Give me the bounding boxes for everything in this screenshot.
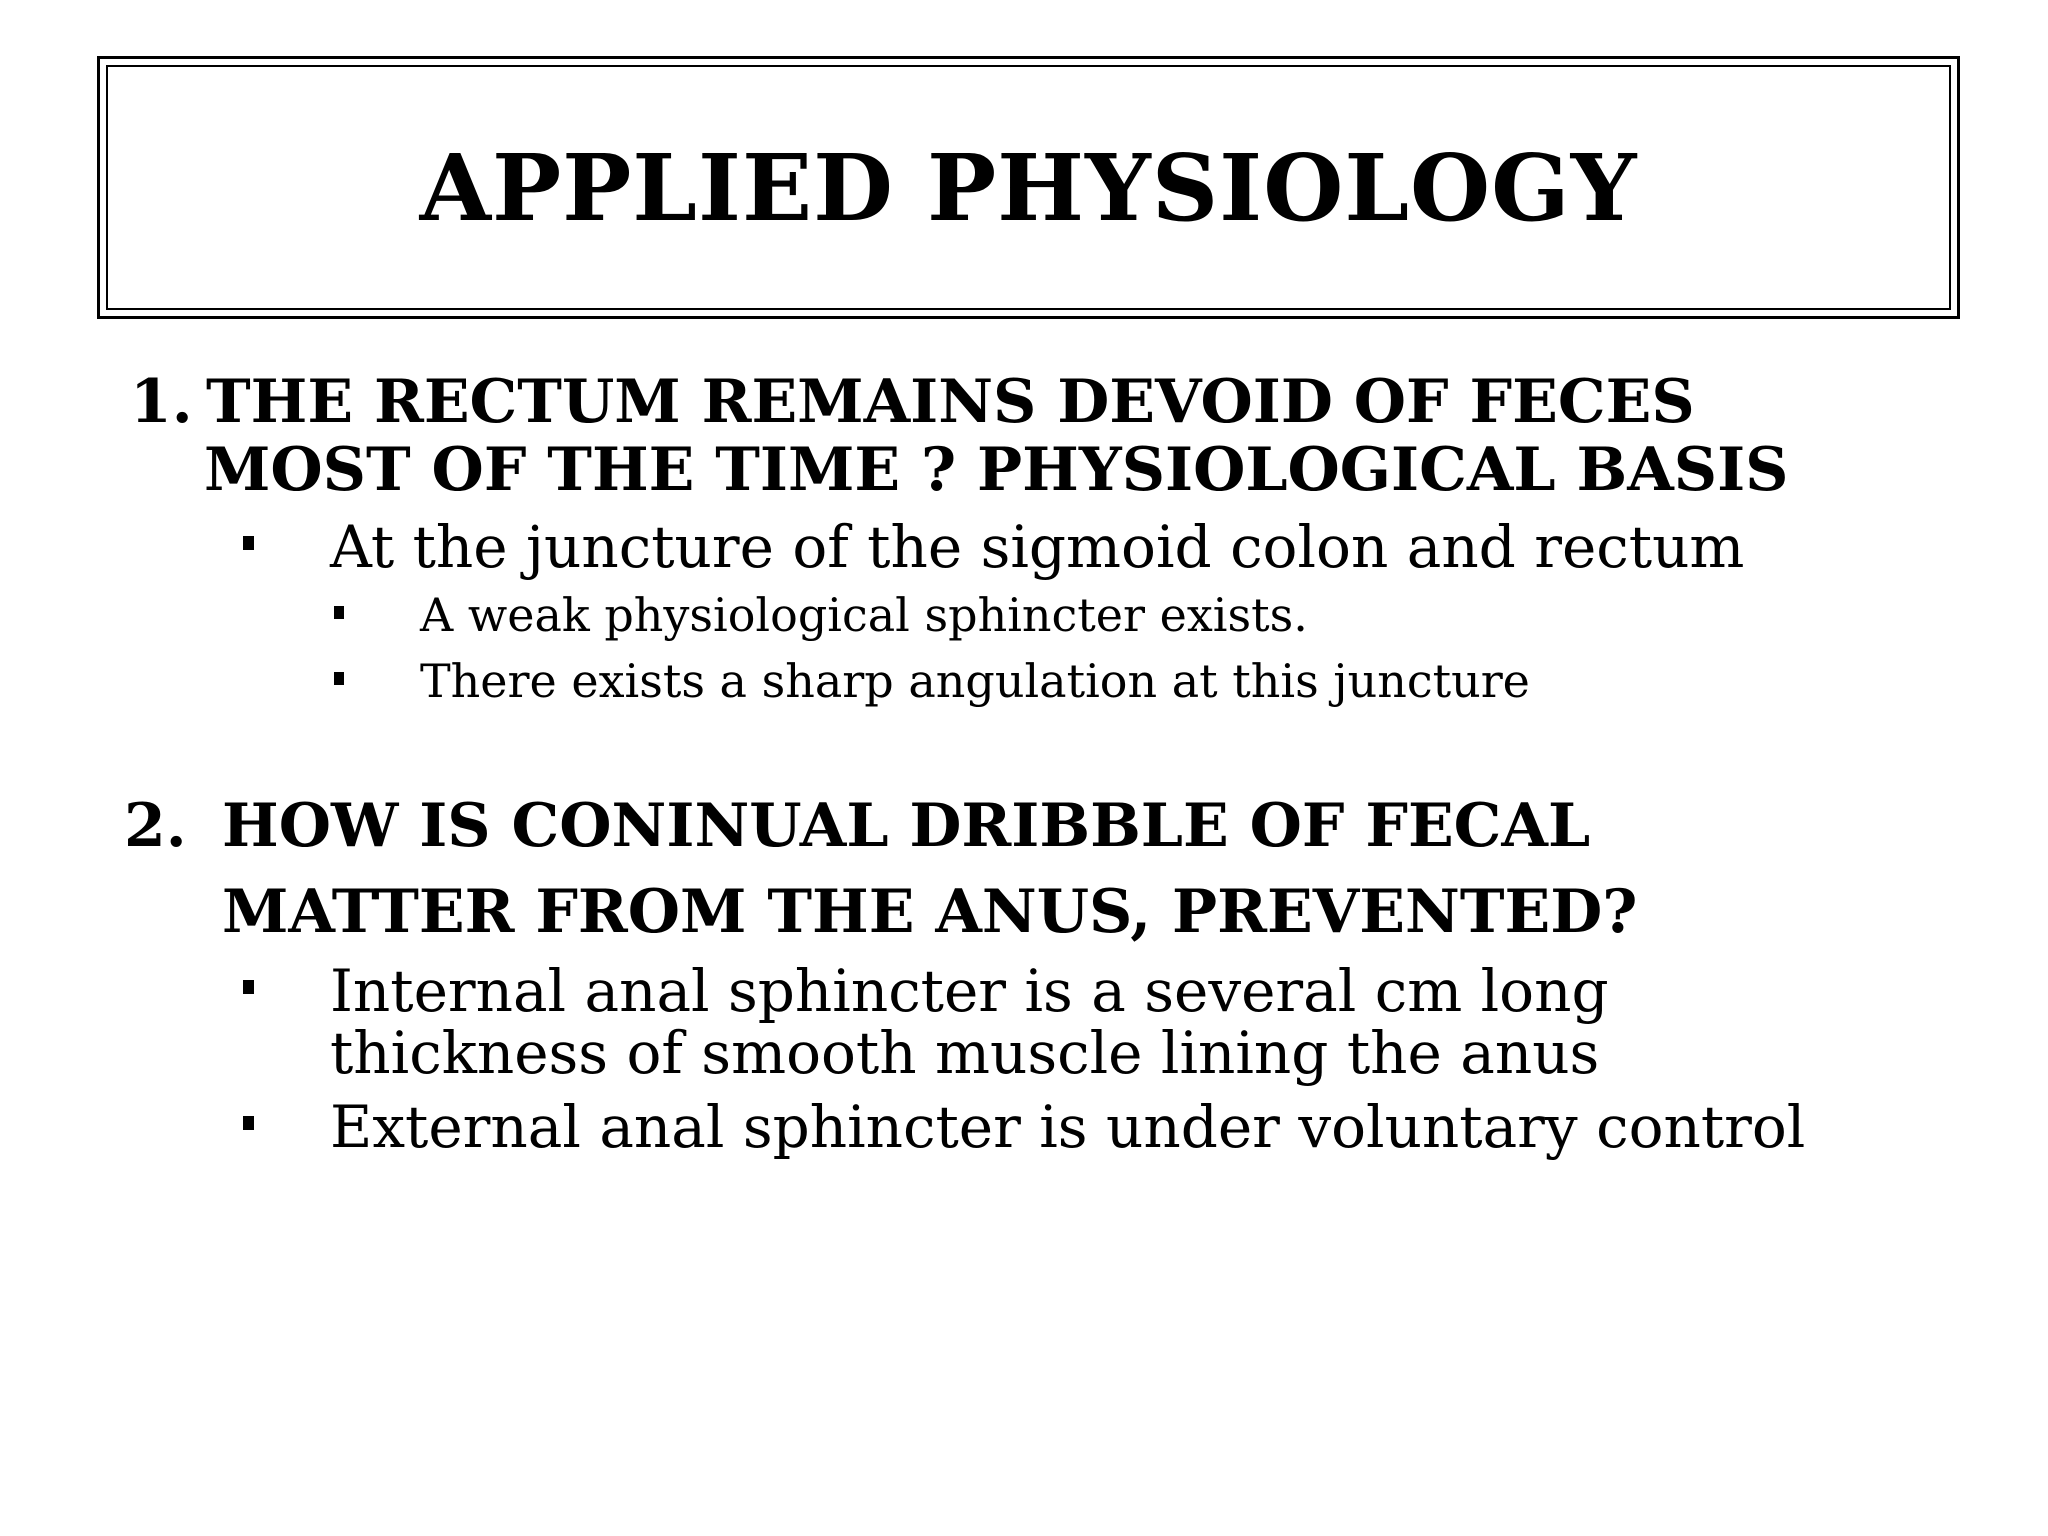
bullet-square-icon [243,536,254,550]
bullet-square-icon [243,980,254,994]
bullet-square-icon [334,606,344,619]
bullet-square-icon [243,1116,254,1130]
section-1-heading-line2: MOST OF THE TIME ? PHYSIOLOGICAL BASIS [204,435,1789,505]
title-frame [106,65,1951,310]
section-2-bullet-2-text: External anal sphincter is under voluntary control [330,1093,1806,1161]
section-2-heading-line1: HOW IS CONINUAL DRIBBLE OF FECAL [222,791,1591,861]
section-1-sub-bullet-1-text: A weak physiological sphincter exists. [420,588,1308,642]
section-1-heading-line1: THE RECTUM REMAINS DEVOID OF FECES [206,367,1695,437]
section-2-number: 2. [124,791,187,861]
section-1-bullet-text: At the juncture of the sigmoid colon and rectum [330,513,1745,581]
section-1-heading [130,367,1930,505]
section-2-heading-line2: MATTER FROM THE ANUS, PREVENTED? [222,877,1638,947]
section-1-sub-bullet-2-text: There exists a sharp angulation at this juncture [420,654,1530,708]
section-2-heading [124,791,1924,947]
bullet-square-icon [334,672,344,685]
title-box [97,56,1960,319]
slide-title: APPLIED PHYSIOLOGY [419,133,1638,242]
section-2-bullet-1-line2: thickness of smooth muscle lining the anus [330,1019,1600,1087]
section-1-number: 1. [130,367,193,437]
section-2-bullet-1-line1: Internal anal sphincter is a several cm long [330,957,1609,1025]
